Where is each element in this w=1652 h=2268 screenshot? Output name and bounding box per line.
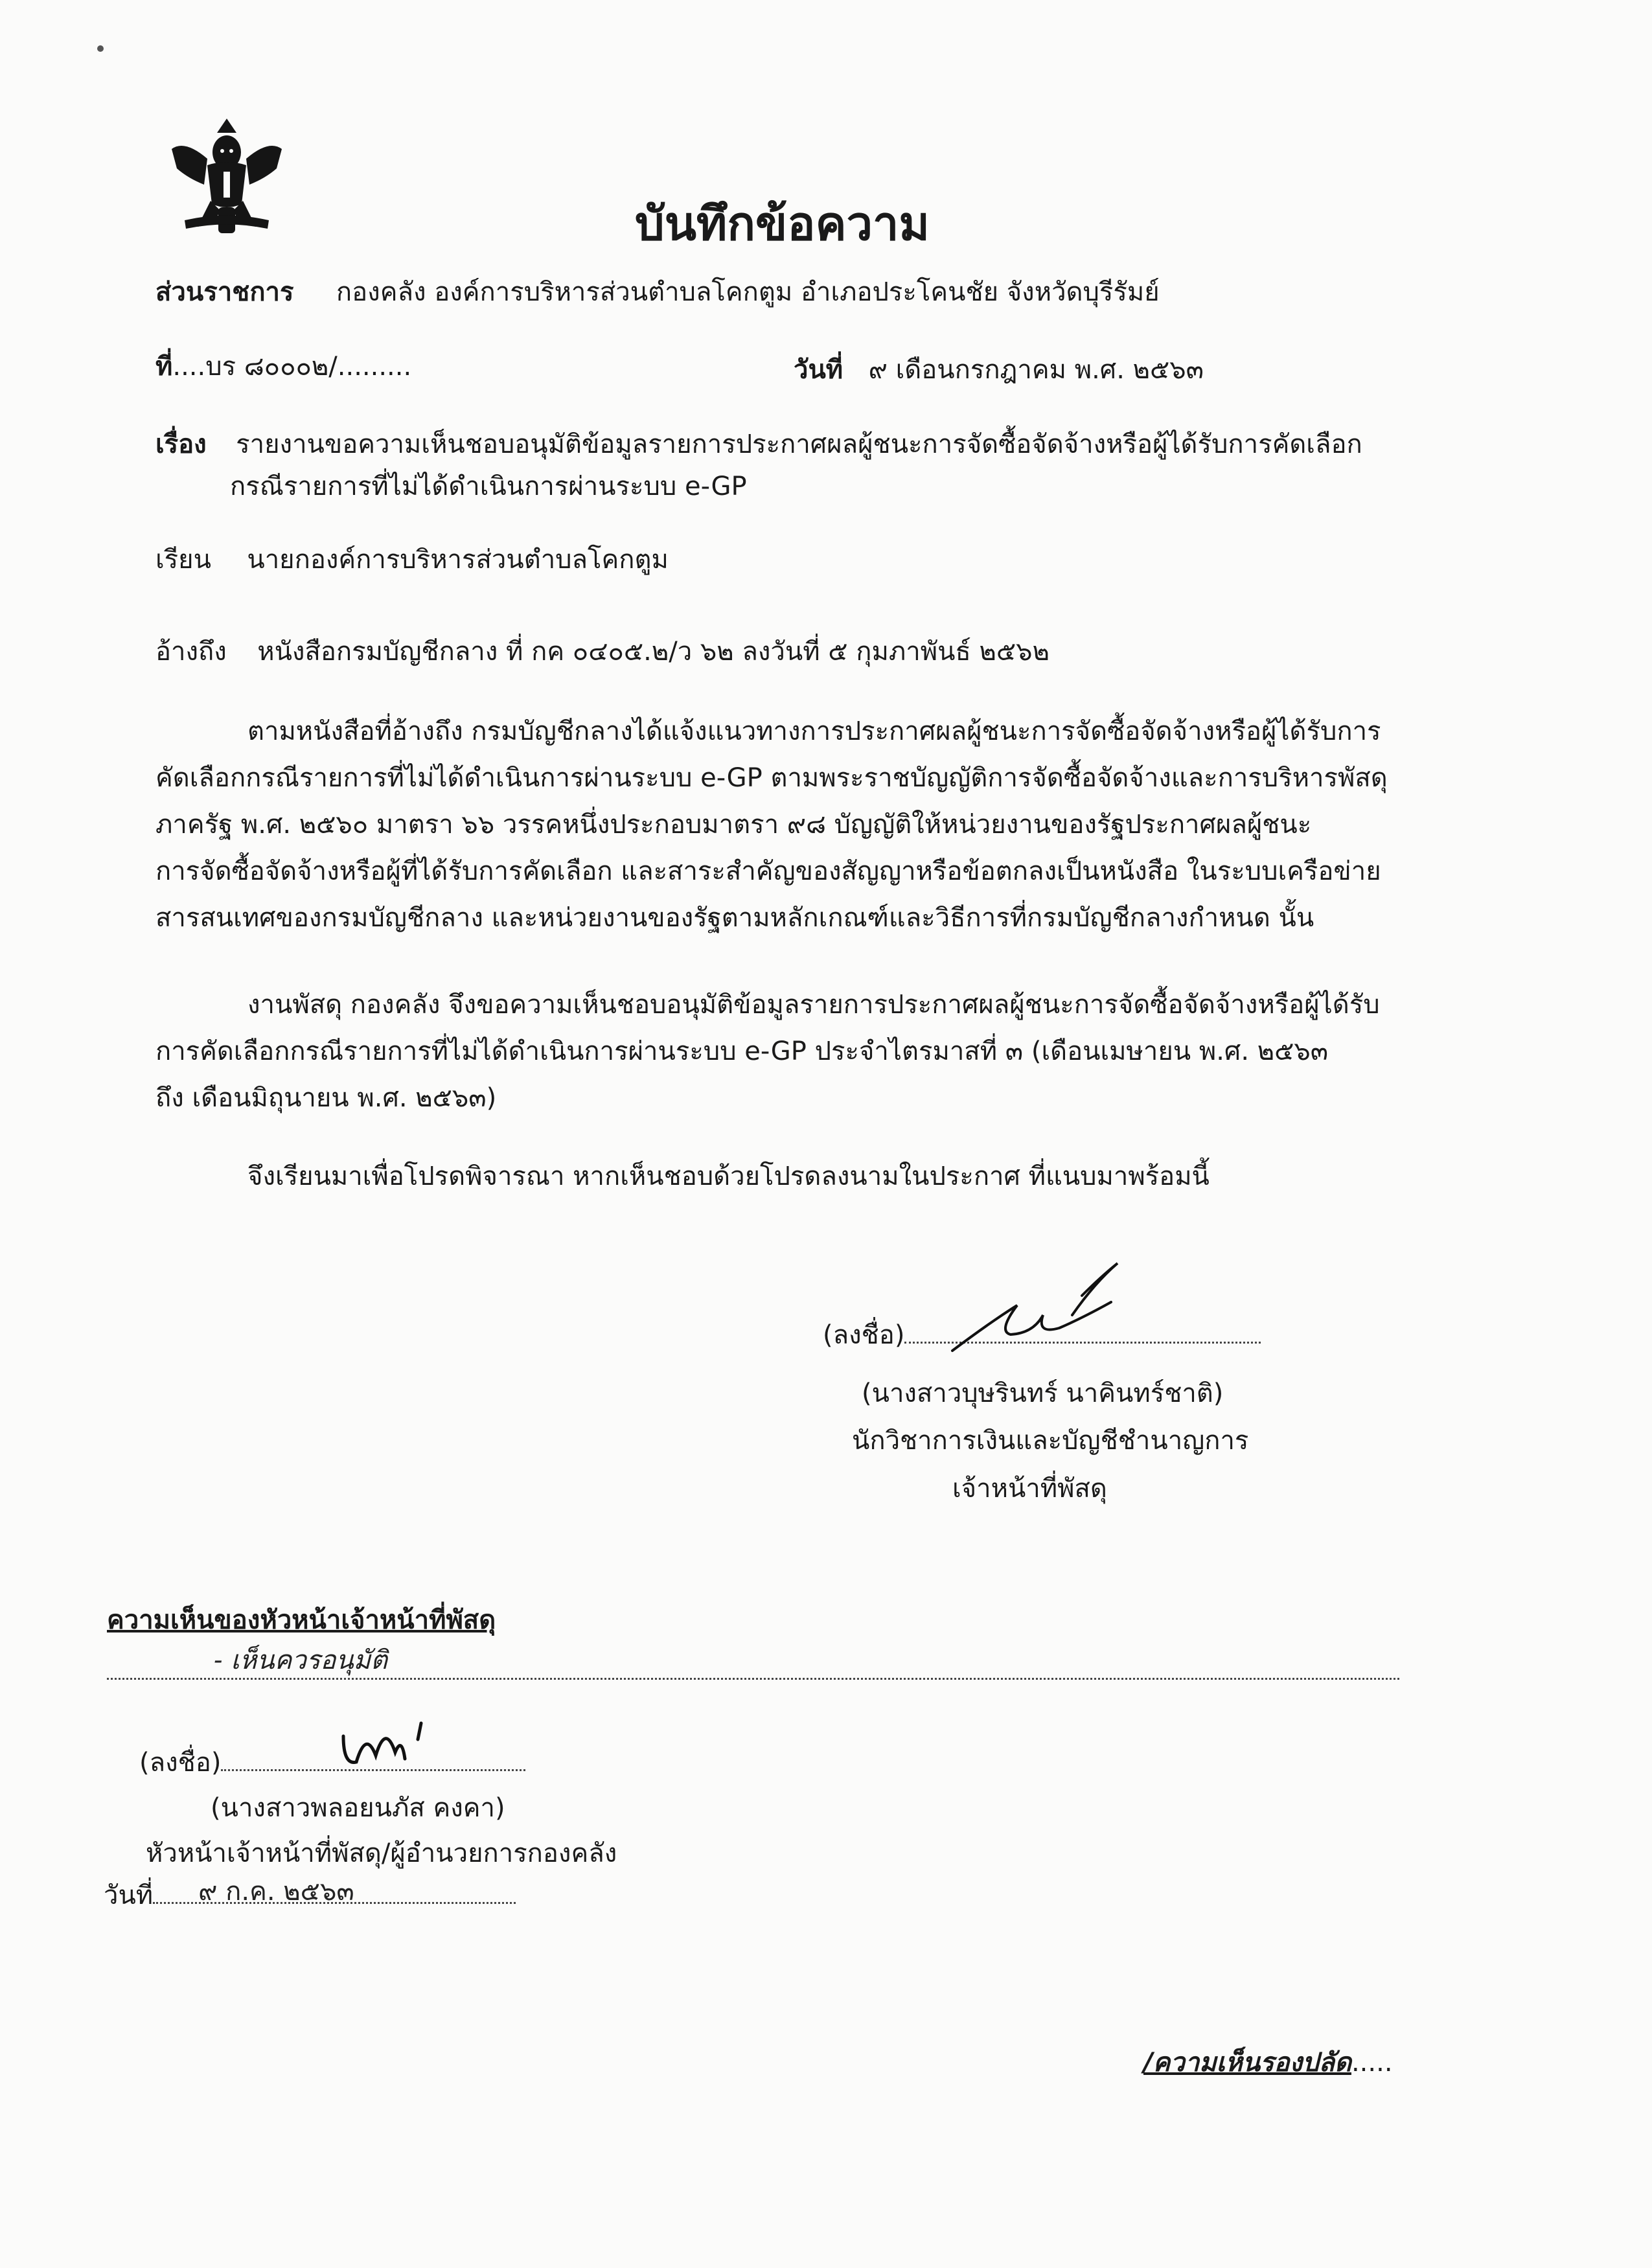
salutation-row (155, 543, 669, 577)
continuation-label: /ความเห็นรองปลัด (1143, 2048, 1351, 2078)
continuation-note (1143, 2046, 1393, 2079)
para1-line: ตามหนังสือที่อ้างถึง กรมบัญชีกลางได้แจ้งแนวทางการประกาศผลผู้ชนะการจัดซื้อจัดจ้างหรือผู้ได้รับการ (247, 716, 1381, 746)
para1-line: คัดเลือกกรณีรายการที่ไม่ได้ดำเนินการผ่านระบบ e-GP ตามพระราชบัญญัติการจัดซื้อจัดจ้างและการบริหารพัสดุ (155, 763, 1388, 793)
agency-value: กองคลัง องค์การบริหารส่วนตำบลโคกตูม อำเภอประโคนชัย จังหวัดบุรีรัมย์ (336, 277, 1160, 307)
body-paragraph-1 (155, 708, 1451, 941)
memo-title: บันทึกข้อความ (635, 196, 930, 251)
ref-row (155, 350, 411, 384)
ref-label: ที่ (155, 352, 173, 382)
reference-row (155, 635, 1050, 669)
para2-line: การคัดเลือกกรณีรายการที่ไม่ได้ดำเนินการผ่านระบบ e-GP ประจำไตรมาสที่ ๓ (เดือนเมษายน พ.ศ. ๒๕๖๓ (155, 1037, 1329, 1066)
agency-row (155, 275, 1160, 309)
date-value: ๙ เดือนกรกฎาคม พ.ศ. ๒๕๖๓ (868, 355, 1204, 385)
para1-line: ภาครัฐ พ.ศ. ๒๕๖๐ มาตรา ๖๖ วรรคหนึ่งประกอบมาตรา ๙๘ บัญญัติให้หน่วยงานของรัฐประกาศผลผู้ชนะ (155, 810, 1312, 840)
signer1-sign-label: (ลงชื่อ) (823, 1320, 905, 1350)
date-row (794, 353, 1204, 387)
opinion-date-row (104, 1879, 516, 1912)
opinion-heading: ความเห็นของหัวหน้าเจ้าหน้าที่พัสดุ (107, 1605, 496, 1635)
signer2-sign-label: (ลงชื่อ) (139, 1748, 222, 1778)
para1-line: สารสนเทศของกรมบัญชีกลาง และหน่วยงานของรัฐตามหลักเกณฑ์และวิธีการที่กรมบัญชีกลางกำหนด นั้น (155, 903, 1314, 933)
body-paragraph-3: จึงเรียนมาเพื่อโปรดพิจารณา หากเห็นชอบด้วยโปรดลงนามในประกาศ ที่แนบมาพร้อมนี้ (247, 1162, 1210, 1191)
reference-value: หนังสือกรมบัญชีกลาง ที่ กค ๐๔๐๕.๒/ว ๖๒ ลงวันที่ ๕ กุมภาพันธ์ ๒๕๖๒ (257, 637, 1050, 667)
continuation-dots: ..... (1351, 2048, 1393, 2078)
garuda-emblem-icon (159, 113, 295, 243)
subject-line1: รายงานขอความเห็นชอบอนุมัติข้อมูลรายการประกาศผลผู้ชนะการจัดซื้อจัดจ้างหรือผู้ได้รับการคัดเลือก (236, 430, 1362, 459)
signer2-handwritten-signature-icon (330, 1710, 447, 1775)
agency-label: ส่วนราชการ (155, 277, 294, 307)
signer1-position-2: เจ้าหน้าที่พัสดุ (952, 1474, 1107, 1504)
signer2-name: (นางสาวพลอยนภัส คงคา) (211, 1793, 505, 1823)
para1-line: การจัดซื้อจัดจ้างหรือผู้ที่ได้รับการคัดเลือก และสาระสำคัญของสัญญาหรือข้อตกลงเป็นหนังสือ ในระบบเครือข่าย (155, 856, 1381, 886)
subject-row (155, 428, 1362, 461)
opinion-handwritten-note: - เห็นควรอนุมัติ (214, 1645, 388, 1675)
signer1-handwritten-signature-icon (946, 1257, 1127, 1354)
subject-label: เรื่อง (155, 430, 207, 459)
signer2-position: หัวหน้าเจ้าหน้าที่พัสดุ/ผู้อำนวยการกองคลัง (146, 1838, 617, 1868)
date-label: วันที่ (794, 355, 843, 385)
ref-value: ....บร ๘๐๐๐๒/......... (172, 352, 412, 382)
body-paragraph-2 (155, 981, 1451, 1121)
signer1-position-1: นักวิชาการเงินและบัญชีชำนาญการ (852, 1426, 1249, 1456)
reference-label: อ้างถึง (155, 637, 227, 667)
salutation-label: เรียน (155, 545, 211, 575)
scan-speck (97, 45, 104, 52)
signer1-name: (นางสาวบุษรินทร์ นาคินทร์ชาติ) (862, 1379, 1224, 1408)
para2-line: ถึง เดือนมิถุนายน พ.ศ. ๒๕๖๓) (155, 1083, 497, 1113)
subject-line2: กรณีรายการที่ไม่ได้ดำเนินการผ่านระบบ e-GP (230, 472, 747, 501)
opinion-date-stamp: ๙ ก.ค. ๒๕๖๓ (198, 1877, 354, 1907)
opinion-date-label: วันที่ (104, 1881, 154, 1910)
para2-line: งานพัสดุ กองคลัง จึงขอความเห็นชอบอนุมัติข้อมูลรายการประกาศผลผู้ชนะการจัดซื้อจัดจ้างหรือผู้ได้รับ (247, 990, 1380, 1020)
salutation-value: นายกองค์การบริหารส่วนตำบลโคกตูม (247, 545, 669, 575)
